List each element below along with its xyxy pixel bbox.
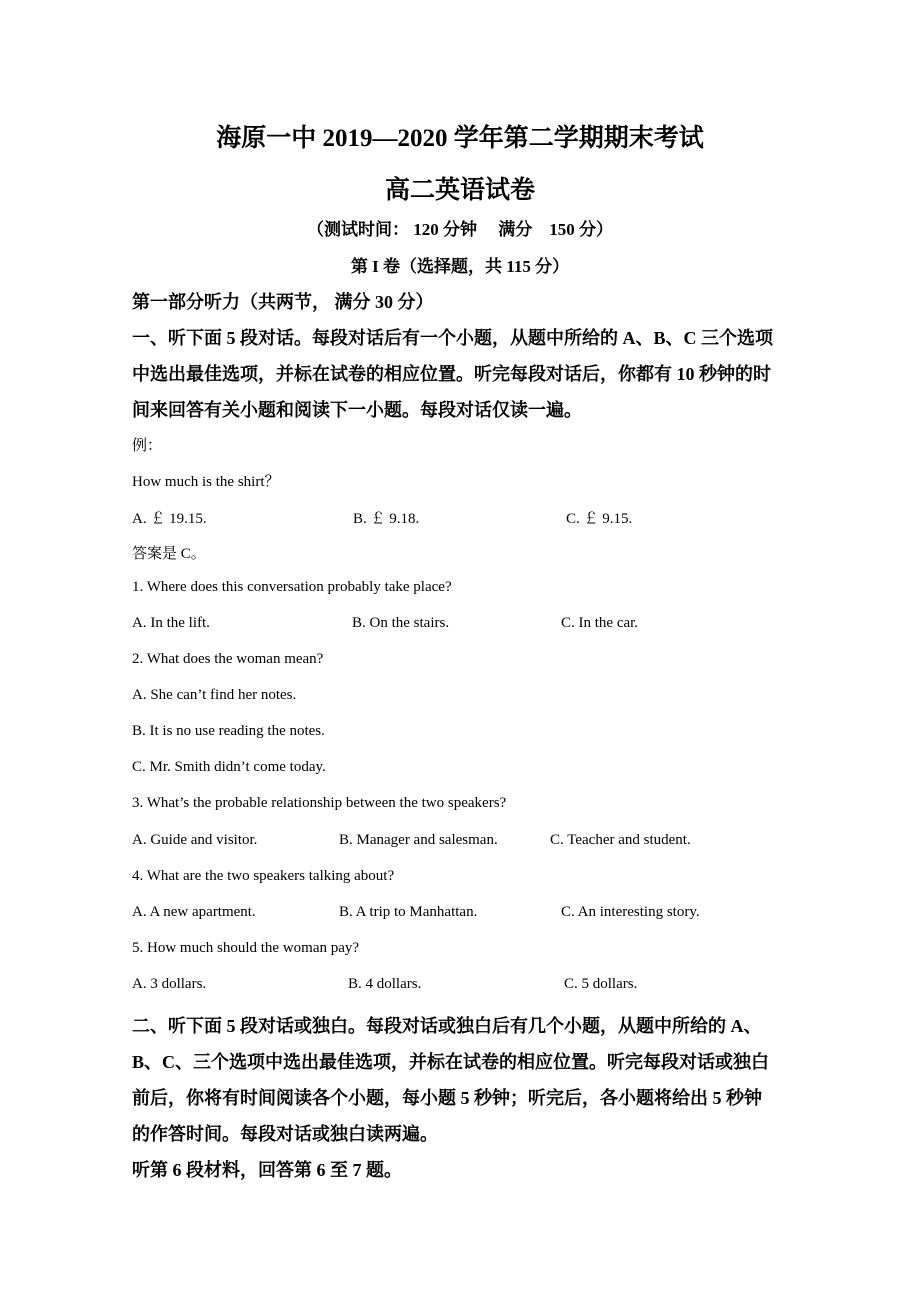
section2-instruction-line: 的作答时间。每段对话或独白读两遍。 bbox=[132, 1124, 438, 1144]
option-c: C. ￡ 9.15. bbox=[566, 511, 633, 527]
option-c: C. An interesting story. bbox=[561, 904, 700, 920]
section2-instruction-line: 前后，你将有时间阅读各个小题，每小题 5 秒钟；听完后，各小题将给出 5 秒钟 bbox=[132, 1088, 762, 1108]
exam-title: 海原一中 2019—2020 学年第二学期期末考试 bbox=[216, 125, 704, 152]
question-2: 2. What does the woman mean? bbox=[132, 651, 324, 667]
option-b: B. A trip to Manhattan. bbox=[339, 904, 478, 920]
option-a: A. 3 dollars. bbox=[132, 976, 207, 992]
option-b: B. On the stairs. bbox=[352, 615, 450, 631]
question-4: 4. What are the two speakers talking about? bbox=[132, 868, 395, 884]
option-c: C. In the car. bbox=[561, 615, 639, 631]
material-note: 听第 6 段材料，回答第 6 至 7 题。 bbox=[132, 1160, 402, 1180]
example-question: How much is the shirt？ bbox=[132, 474, 280, 490]
exam-subtitle: 高二英语试卷 bbox=[384, 177, 535, 204]
section2-instruction-line: B、C、三个选项中选出最佳选项，并标在试卷的相应位置。听完每段对话或独白 bbox=[132, 1052, 770, 1072]
option-c: C. Teacher and student. bbox=[550, 832, 691, 848]
question-1: 1. Where does this conversation probably take place? bbox=[132, 579, 452, 595]
question-5: 5. How much should the woman pay? bbox=[132, 940, 360, 956]
option-b: B. It is no use reading the notes. bbox=[132, 723, 325, 739]
option-a: A. Guide and visitor. bbox=[132, 832, 258, 848]
option-c: C. Mr. Smith didn’t come today. bbox=[132, 759, 326, 775]
section1-instruction-line: 间来回答有关小题和阅读下一小题。每段对话仅读一遍。 bbox=[132, 400, 582, 420]
question-3: 3. What’s the probable relationship between the two speakers? bbox=[132, 795, 507, 811]
section2-instruction-line: 二、听下面 5 段对话或独白。每段对话或独白后有几个小题，从题中所给的 A、 bbox=[132, 1016, 762, 1036]
option-a: A. A new apartment. bbox=[132, 904, 256, 920]
section1-instruction-line: 中选出最佳选项，并标在试卷的相应位置。听完每段对话后，你都有 10 秒钟的时 bbox=[132, 364, 771, 384]
option-a: A. ￡ 19.15. bbox=[132, 511, 207, 527]
volume-heading: 第 I 卷（选择题，共 115 分） bbox=[350, 257, 570, 276]
option-b: B. 4 dollars. bbox=[348, 976, 422, 992]
option-b: B. Manager and salesman. bbox=[339, 832, 498, 848]
part1-heading: 第一部分听力（共两节， 满分 30 分） bbox=[132, 292, 434, 312]
exam-info: （测试时间： 120 分钟 满分 150 分） bbox=[307, 220, 613, 239]
example-label: 例： bbox=[132, 438, 163, 454]
option-b: B. ￡ 9.18. bbox=[353, 511, 420, 527]
example-answer: 答案是 C。 bbox=[132, 546, 206, 562]
option-a: A. In the lift. bbox=[132, 615, 210, 631]
option-c: C. 5 dollars. bbox=[564, 976, 638, 992]
section1-instruction-line: 一、听下面 5 段对话。每段对话后有一个小题，从题中所给的 A、B、C 三个选项 bbox=[132, 328, 774, 348]
option-a: A. She can’t find her notes. bbox=[132, 687, 297, 703]
